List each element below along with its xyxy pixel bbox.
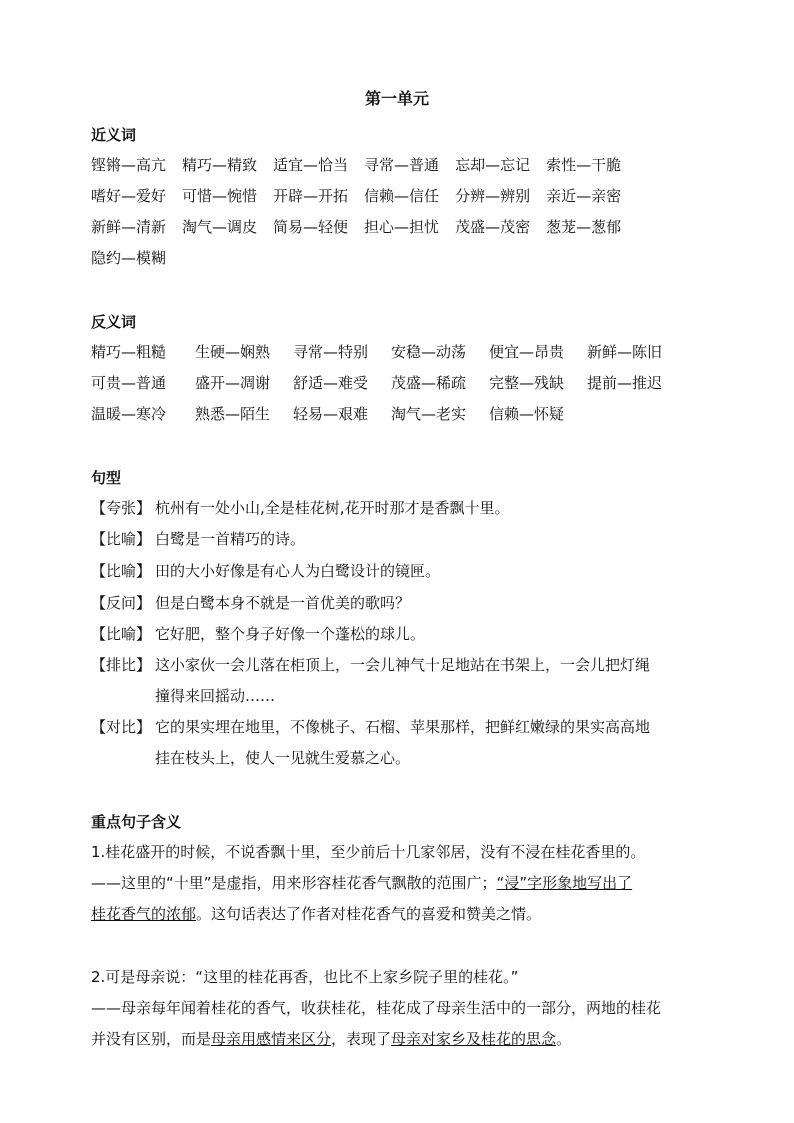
rhetoric-tag: 【夸张】 xyxy=(91,499,152,517)
explanation-line xyxy=(91,903,711,924)
sentence-item xyxy=(91,528,305,549)
sentence-item xyxy=(91,654,650,675)
sentence-item xyxy=(91,716,650,737)
antonym-pair: 轻易—艰难 xyxy=(293,405,369,423)
sentence-item xyxy=(91,497,510,518)
antonym-pair: 安稳—动荡 xyxy=(391,343,467,361)
sentence-continuation: 撞得来回摇动…… xyxy=(155,687,276,705)
synonym-pair: 寻常—普通 xyxy=(364,156,440,174)
synonym-pair: 忘却—忘记 xyxy=(455,156,531,174)
synonym-pair: 葱茏—葱郁 xyxy=(546,218,622,236)
explanation-text: ——这里的“十里”是虚指，用来形容桂花香气飘散的范围广； xyxy=(91,874,497,892)
synonym-pair: 分辨—辨别 xyxy=(455,187,531,205)
explanation-line xyxy=(91,1028,711,1049)
antonym-row xyxy=(91,341,685,362)
antonym-pair: 舒适—难受 xyxy=(293,374,369,392)
sentence-item xyxy=(91,623,425,644)
explanation-line xyxy=(91,872,711,893)
synonym-pair: 隐约—模糊 xyxy=(91,249,167,267)
rhetoric-tag: 【比喻】 xyxy=(91,625,152,643)
synonym-pair: 开辟—开拓 xyxy=(273,187,349,205)
antonyms-heading: 反义词 xyxy=(91,313,137,331)
synonym-pair: 适宜—恰当 xyxy=(273,156,349,174)
explanation-text: ，表现了 xyxy=(331,1030,392,1048)
key-sentence-1: 1.桂花盛开的时候，不说香飘十里，至少前后十几家邻居，没有不浸在桂花香里的。 xyxy=(91,843,646,861)
sentence-item xyxy=(91,592,410,613)
synonym-pair: 精巧—精致 xyxy=(182,156,258,174)
page-title: 第一单元 xyxy=(364,89,429,108)
key-sentences-heading: 重点句子含义 xyxy=(91,813,182,831)
synonym-row xyxy=(91,185,637,206)
sentence-text: 但是白鹭本身不就是一首优美的歌吗？ xyxy=(155,594,411,612)
sentence-continuation: 挂在枝头上，使人一见就生爱慕之心。 xyxy=(155,749,411,767)
sentence-text: 它的果实埋在地里，不像桃子、石榴、苹果那样，把鲜红嫩绿的果实高高地 xyxy=(155,718,651,736)
synonym-pair: 茂盛—茂密 xyxy=(455,218,531,236)
antonym-pair: 生硬—娴熟 xyxy=(195,343,271,361)
sentence-text: 田的大小好像是有心人为白鹭设计的镜匣。 xyxy=(155,562,441,580)
sentence-text: 杭州有一处小山,全是桂花树,花开时那才是香飘十里。 xyxy=(155,499,510,517)
underlined-text: 母亲对家乡及桂花的思念 xyxy=(391,1030,557,1048)
sentence-item xyxy=(91,560,440,581)
sentence-text: 这小家伙一会儿落在柜顶上，一会儿神气十足地站在书架上，一会儿把灯绳 xyxy=(155,656,651,674)
rhetoric-tag: 【比喻】 xyxy=(91,562,152,580)
rhetoric-tag: 【对比】 xyxy=(91,718,152,736)
antonym-pair: 熟悉—陌生 xyxy=(195,405,271,423)
antonym-pair: 寻常—特别 xyxy=(293,343,369,361)
rhetoric-tag: 【反问】 xyxy=(91,594,152,612)
antonym-pair: 茂盛—稀疏 xyxy=(391,374,467,392)
antonym-pair: 完整—残缺 xyxy=(489,374,565,392)
synonym-pair: 淘气—调皮 xyxy=(182,218,258,236)
explanation-line: ——母亲每年闻着桂花的香气，收获桂花，桂花成了母亲生活中的一部分，两地的桂花 xyxy=(91,999,662,1017)
antonym-pair: 信赖—怀疑 xyxy=(489,405,565,423)
explanation-text: 。 xyxy=(556,1030,572,1048)
antonym-pair: 盛开—凋谢 xyxy=(195,374,271,392)
sentence-text: 白鹭是一首精巧的诗。 xyxy=(155,530,306,548)
synonym-pair: 铿锵—高亢 xyxy=(91,156,167,174)
synonym-pair: 嗜好—爱好 xyxy=(91,187,167,205)
underlined-text: “浸”字形象地写出了 xyxy=(496,874,633,892)
antonym-row xyxy=(91,372,685,393)
explanation-text: 。这句话表达了作者对桂花香气的喜爱和赞美之情。 xyxy=(196,905,542,923)
synonym-pair: 可惜—惋惜 xyxy=(182,187,258,205)
underlined-text: 母亲用感情来区分 xyxy=(211,1030,332,1048)
antonym-row xyxy=(91,403,587,424)
synonym-pair: 信赖—信任 xyxy=(364,187,440,205)
rhetoric-tag: 【比喻】 xyxy=(91,530,152,548)
synonym-pair: 亲近—亲密 xyxy=(546,187,622,205)
synonym-pair: 索性—干脆 xyxy=(546,156,622,174)
underlined-text: 桂花香气的浓郁 xyxy=(91,905,197,923)
synonyms-heading: 近义词 xyxy=(91,126,137,144)
antonym-pair: 可贵—普通 xyxy=(91,374,167,392)
sentence-text: 它好肥，整个身子好像一个蓬松的球儿。 xyxy=(155,625,426,643)
antonym-pair: 提前—推迟 xyxy=(587,374,663,392)
synonym-pair: 简易—轻便 xyxy=(273,218,349,236)
sentences-heading: 句型 xyxy=(91,469,122,487)
antonym-pair: 便宜—昂贵 xyxy=(489,343,565,361)
synonym-row xyxy=(91,216,637,237)
antonym-pair: 精巧—粗糙 xyxy=(91,343,167,361)
synonym-row xyxy=(91,247,182,268)
synonym-pair: 新鲜—清新 xyxy=(91,218,167,236)
antonym-pair: 温暖—寒冷 xyxy=(91,405,167,423)
synonym-row xyxy=(91,154,637,175)
synonym-pair: 担心—担忧 xyxy=(364,218,440,236)
rhetoric-tag: 【排比】 xyxy=(91,656,152,674)
key-sentence-2: 2.可是母亲说：“这里的桂花再香，也比不上家乡院子里的桂花。” xyxy=(91,968,519,986)
explanation-text: 并没有区别，而是 xyxy=(91,1030,212,1048)
antonym-pair: 新鲜—陈旧 xyxy=(587,343,663,361)
antonym-pair: 淘气—老实 xyxy=(391,405,467,423)
